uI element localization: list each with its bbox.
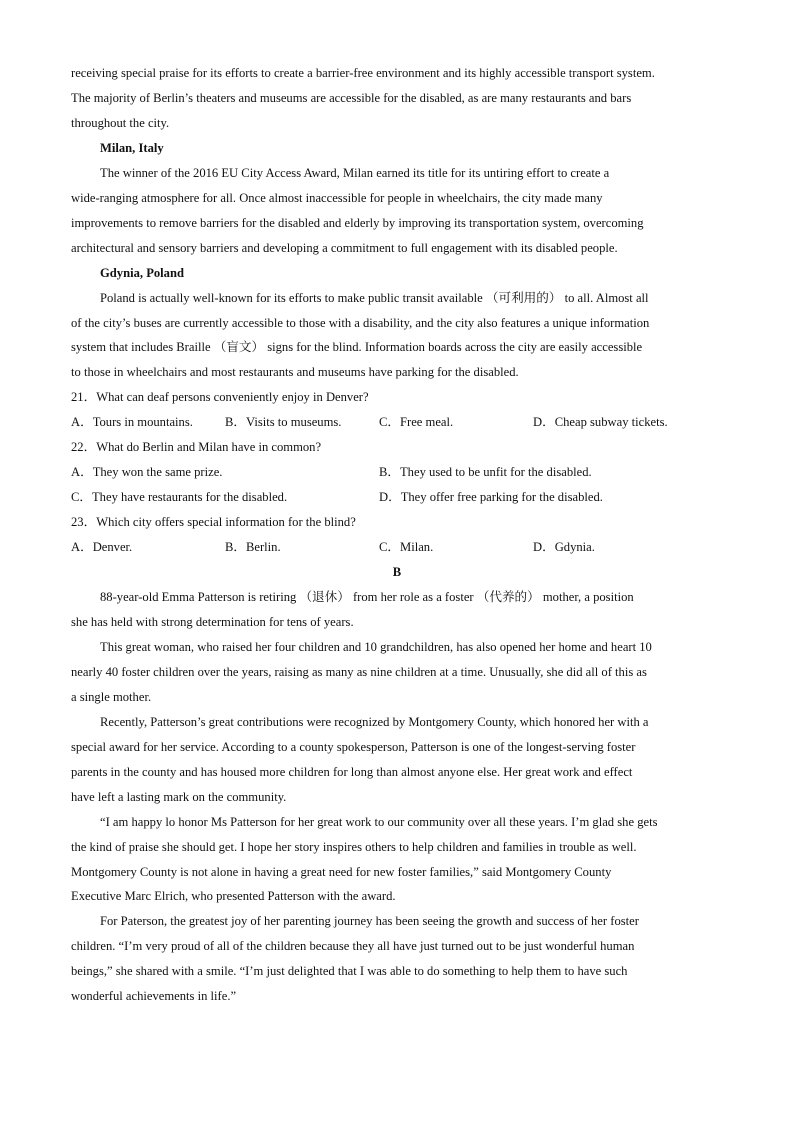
option-d: D．Gdynia.: [533, 540, 595, 555]
text-line: The majority of Berlin’s theaters and museums are accessible for the disabled, as are many restaurants and bars: [71, 90, 632, 105]
gdynia-heading: Gdynia, Poland: [100, 265, 184, 280]
option-b: B．They used to be unfit for the disabled.: [379, 465, 592, 480]
option-c: C．Milan.: [379, 540, 434, 555]
text-line: throughout the city.: [71, 115, 170, 130]
text-line: wonderful achievements in life.”: [71, 989, 237, 1004]
passage-b-paragraph-4: [71, 810, 723, 910]
option-row: [71, 485, 723, 510]
option-b: B．Berlin.: [225, 540, 281, 555]
document-page: [71, 61, 723, 1009]
berlin-paragraph: [71, 61, 723, 136]
option-d: D．They offer free parking for the disabled.: [379, 490, 603, 505]
question-23: [71, 510, 723, 560]
text-line: special award for her service. According to a county spokesperson, Patterson is one of the longest-serving foster: [71, 739, 636, 754]
option-a: A．Denver.: [71, 540, 133, 555]
passage-b-paragraph-2: [71, 635, 723, 710]
option-row: [71, 460, 723, 485]
text-line: receiving special praise for its efforts to create a barrier-free environment and its highly accessible transport system.: [71, 66, 655, 80]
question-stem: 21．What can deaf persons conveniently enjoy in Denver?: [71, 390, 369, 405]
option-b: B．Visits to museums.: [225, 415, 342, 430]
text-line: Poland is actually well-known for its efforts to make public transit available （可利用的） to all. Almost all: [100, 290, 649, 305]
text-line: children. “I’m very proud of all of the children because they all have just turned out to be just wonderful human: [71, 939, 635, 954]
text-line: “I am happy lo honor Ms Patterson for her great work to our community over all these years. I’m glad she gets: [100, 814, 658, 829]
option-c: C．Free meal.: [379, 415, 454, 430]
question-22: [71, 435, 723, 510]
text-line: This great woman, who raised her four children and 10 grandchildren, has also opened her home and heart 10: [100, 639, 652, 654]
question-stem: 23．Which city offers special information for the blind?: [71, 515, 356, 530]
passage-b-paragraph-3: [71, 710, 723, 810]
text-line: architectural and sensory barriers and developing a commitment to full engagement with its disabled people.: [71, 240, 618, 255]
text-line: a single mother.: [71, 689, 152, 704]
text-line: The winner of the 2016 EU City Access Award, Milan earned its title for its untiring effort to create a: [100, 165, 610, 180]
option-c: C．They have restaurants for the disabled.: [71, 490, 288, 505]
text-line: For Paterson, the greatest joy of her parenting journey has been seeing the growth and success of her foster: [100, 914, 639, 929]
text-line: improvements to remove barriers for the disabled and elderly by improving its transportation system, overcoming: [71, 215, 644, 230]
option-row: [71, 410, 723, 435]
text-line: Recently, Patterson’s great contributions were recognized by Montgomery County, which honored her with a: [100, 714, 649, 729]
text-line: wide-ranging atmosphere for all. Once almost inaccessible for people in wheelchairs, the city made many: [71, 190, 603, 205]
text-line: system that includes Braille （盲文） signs for the blind. Information boards across the city are easily accessible: [71, 340, 643, 355]
text-line: Executive Marc Elrich, who presented Patterson with the award.: [71, 889, 396, 904]
text-line: she has held with strong determination for tens of years.: [71, 614, 354, 629]
text-line: have left a lasting mark on the community.: [71, 789, 287, 804]
passage-b-paragraph-5: [71, 909, 723, 1009]
option-a: A．They won the same prize.: [71, 465, 223, 480]
text-line: 88-year-old Emma Patterson is retiring （退休） from her role as a foster （代养的） mother, a position: [100, 590, 634, 605]
text-line: Montgomery County is not alone in having a great need for new foster families,” said Montgomery County: [71, 864, 612, 879]
question-stem: 22．What do Berlin and Milan have in common?: [71, 440, 322, 455]
passage-b-paragraph-1: [71, 585, 723, 635]
text-line: the kind of praise she should get. I hope her story inspires others to help children and families in trouble as well.: [71, 839, 637, 854]
milan-paragraph: [71, 161, 723, 261]
text-line: beings,” she shared with a smile. “I’m just delighted that I was able to do something to help them to have such: [71, 964, 628, 979]
text-line: to those in wheelchairs and most restaurants and museums have parking for the disabled.: [71, 365, 519, 380]
passage-b-heading: B: [392, 565, 402, 580]
question-21: [71, 385, 723, 435]
text-line: of the city’s buses are currently accessible to those with a disability, and the city also features a unique information: [71, 315, 650, 330]
option-a: A．Tours in mountains.: [71, 415, 193, 430]
option-row: [71, 535, 723, 560]
milan-heading: Milan, Italy: [100, 140, 164, 155]
gdynia-paragraph: [71, 286, 723, 386]
text-line: parents in the county and has housed more children for long than almost anyone else. Her great work and effect: [71, 764, 633, 779]
option-d: D．Cheap subway tickets.: [533, 415, 668, 430]
text-line: nearly 40 foster children over the years, raising as many as nine children at a time. Unusually, she did all of this as: [71, 664, 647, 679]
